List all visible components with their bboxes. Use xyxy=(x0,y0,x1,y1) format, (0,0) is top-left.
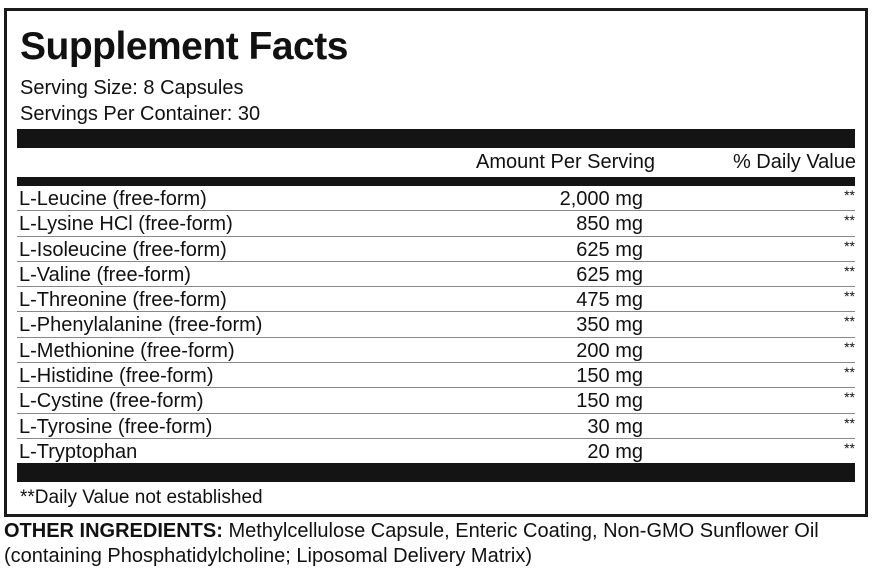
nutrient-daily-value: ** xyxy=(844,288,855,305)
divider-bar-bottom xyxy=(17,463,855,482)
table-row xyxy=(17,287,855,312)
nutrient-name: L-Threonine (free-form) xyxy=(19,289,227,312)
table-row xyxy=(17,439,855,464)
nutrient-name: L-Lysine HCl (free-form) xyxy=(19,213,233,236)
nutrient-name: L-Isoleucine (free-form) xyxy=(19,238,227,261)
header-daily-value: % Daily Value xyxy=(732,151,856,173)
nutrient-amount: 20 mg xyxy=(587,440,643,463)
table-row xyxy=(17,338,855,363)
other-ingredients-text: Methylcellulose Capsule, Enteric Coating, Non-GMO Sunflower Oil (containing Phosphatidylcholine; Liposomal Delivery Matrix) xyxy=(4,520,819,567)
nutrient-name: L-Leucine (free-form) xyxy=(19,188,207,210)
nutrient-daily-value: ** xyxy=(844,338,855,355)
nutrient-daily-value: ** xyxy=(844,237,855,254)
nutrient-amount: 150 mg xyxy=(576,390,643,413)
table-row xyxy=(17,262,855,287)
nutrient-amount: 625 mg xyxy=(576,238,643,261)
panel-title: Supplement Facts xyxy=(20,25,348,68)
other-ingredients xyxy=(4,519,873,569)
footnote: **Daily Value not established xyxy=(20,487,263,508)
table-row xyxy=(17,312,855,337)
nutrient-name: L-Cystine (free-form) xyxy=(19,390,204,413)
nutrient-amount: 2,000 mg xyxy=(559,188,643,210)
nutrient-amount: 200 mg xyxy=(576,339,643,362)
table-row xyxy=(17,388,855,413)
nutrient-amount: 30 mg xyxy=(587,415,643,438)
nutrient-name: L-Histidine (free-form) xyxy=(19,365,214,388)
nutrient-name: L-Tryptophan xyxy=(19,440,138,463)
table-row xyxy=(17,237,855,262)
nutrient-name: L-Tyrosine (free-form) xyxy=(19,415,213,438)
header-amount: Amount Per Serving xyxy=(476,151,655,173)
table-row xyxy=(17,363,855,388)
serving-size: Serving Size: 8 Capsules xyxy=(20,77,244,99)
nutrient-amount: 475 mg xyxy=(576,289,643,312)
nutrient-daily-value: ** xyxy=(844,439,855,456)
nutrient-daily-value: ** xyxy=(844,364,855,381)
nutrient-daily-value: ** xyxy=(844,187,855,203)
nutrient-name: L-Methionine (free-form) xyxy=(19,339,235,362)
nutrient-amount: 625 mg xyxy=(576,263,643,286)
nutrient-amount: 850 mg xyxy=(576,213,643,236)
nutrient-table xyxy=(17,186,855,464)
other-ingredients-label: OTHER INGREDIENTS: xyxy=(4,520,223,542)
table-row xyxy=(17,414,855,439)
nutrient-name: L-Phenylalanine (free-form) xyxy=(19,314,263,337)
nutrient-name: L-Valine (free-form) xyxy=(19,263,191,286)
nutrient-amount: 150 mg xyxy=(576,365,643,388)
divider-bar-thick xyxy=(17,129,855,148)
divider-bar-medium xyxy=(17,177,855,186)
table-row xyxy=(17,186,855,211)
nutrient-daily-value: ** xyxy=(844,313,855,330)
nutrient-daily-value: ** xyxy=(844,262,855,279)
nutrient-amount: 350 mg xyxy=(576,314,643,337)
nutrient-daily-value: ** xyxy=(844,389,855,406)
table-row xyxy=(17,211,855,236)
servings-per-container: Servings Per Container: 30 xyxy=(20,103,261,125)
supplement-facts-panel xyxy=(4,8,868,517)
nutrient-daily-value: ** xyxy=(844,414,855,431)
nutrient-daily-value: ** xyxy=(844,212,855,229)
